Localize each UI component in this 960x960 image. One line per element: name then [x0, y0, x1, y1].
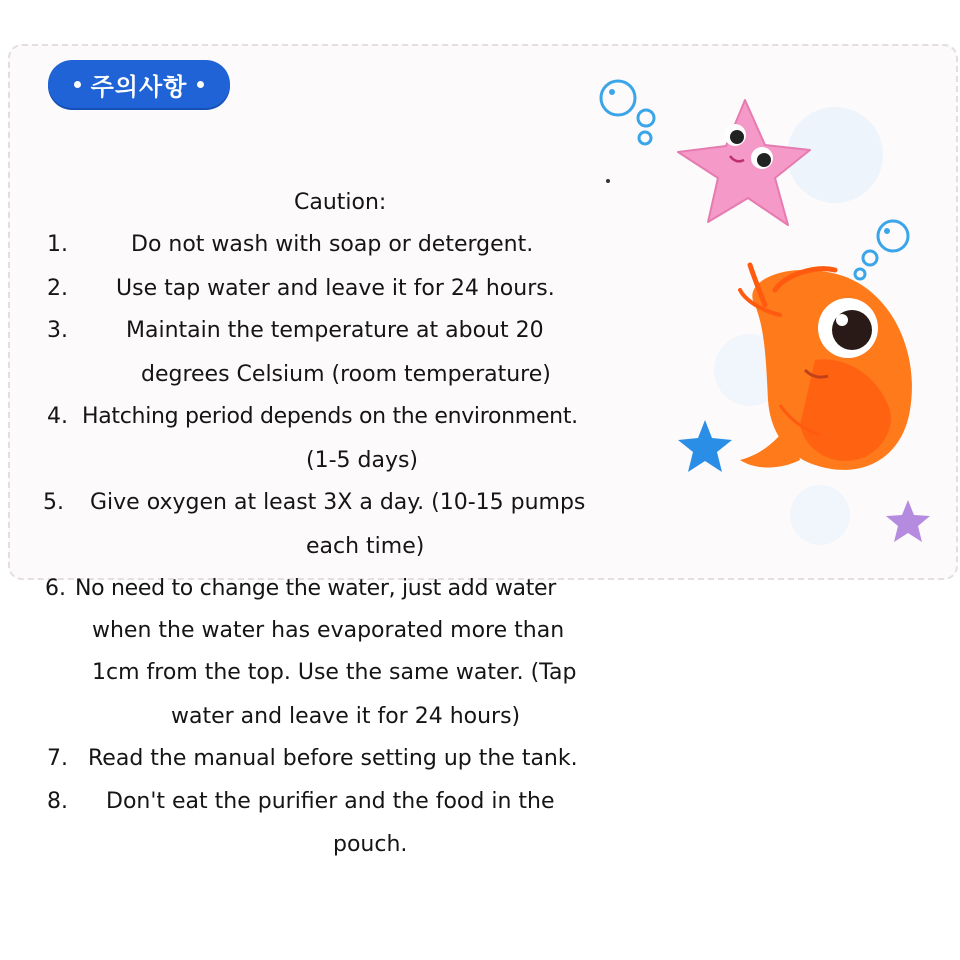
item-number: 2.: [47, 276, 68, 301]
item-text: when the water has evaporated more than: [92, 618, 565, 643]
item-text: Maintain the temperature at about 20: [126, 318, 544, 343]
item-number: 8.: [47, 789, 68, 814]
item-text: pouch.: [333, 832, 408, 857]
item-text: Do not wash with soap or detergent.: [131, 232, 534, 257]
item-number: 5.: [43, 490, 64, 515]
caution-title: Caution:: [294, 190, 387, 215]
item-number: 7.: [47, 746, 68, 771]
item-number: 3.: [47, 318, 68, 343]
item-text: Hatching period depends on the environment.: [82, 404, 578, 429]
item-text: 1cm from the top. Use the same water. (Tap: [92, 660, 577, 685]
item-text: No need to change the water, just add water: [75, 576, 557, 601]
item-text: Don't eat the purifier and the food in the: [106, 789, 555, 814]
item-text: Use tap water and leave it for 24 hours.: [116, 276, 555, 301]
item-number: 6.: [45, 576, 66, 601]
item-number: 4.: [47, 404, 68, 429]
badge-label: 주의사항: [90, 72, 188, 101]
item-text: Read the manual before setting up the tank.: [88, 746, 578, 771]
item-text: water and leave it for 24 hours): [171, 704, 521, 729]
item-number: 1.: [47, 232, 68, 257]
item-text: Give oxygen at least 3X a day. (10-15 pumps: [90, 490, 586, 515]
item-text: (1-5 days): [306, 448, 419, 473]
item-text: degrees Celsium (room temperature): [141, 362, 551, 387]
item-text: each time): [306, 534, 425, 559]
